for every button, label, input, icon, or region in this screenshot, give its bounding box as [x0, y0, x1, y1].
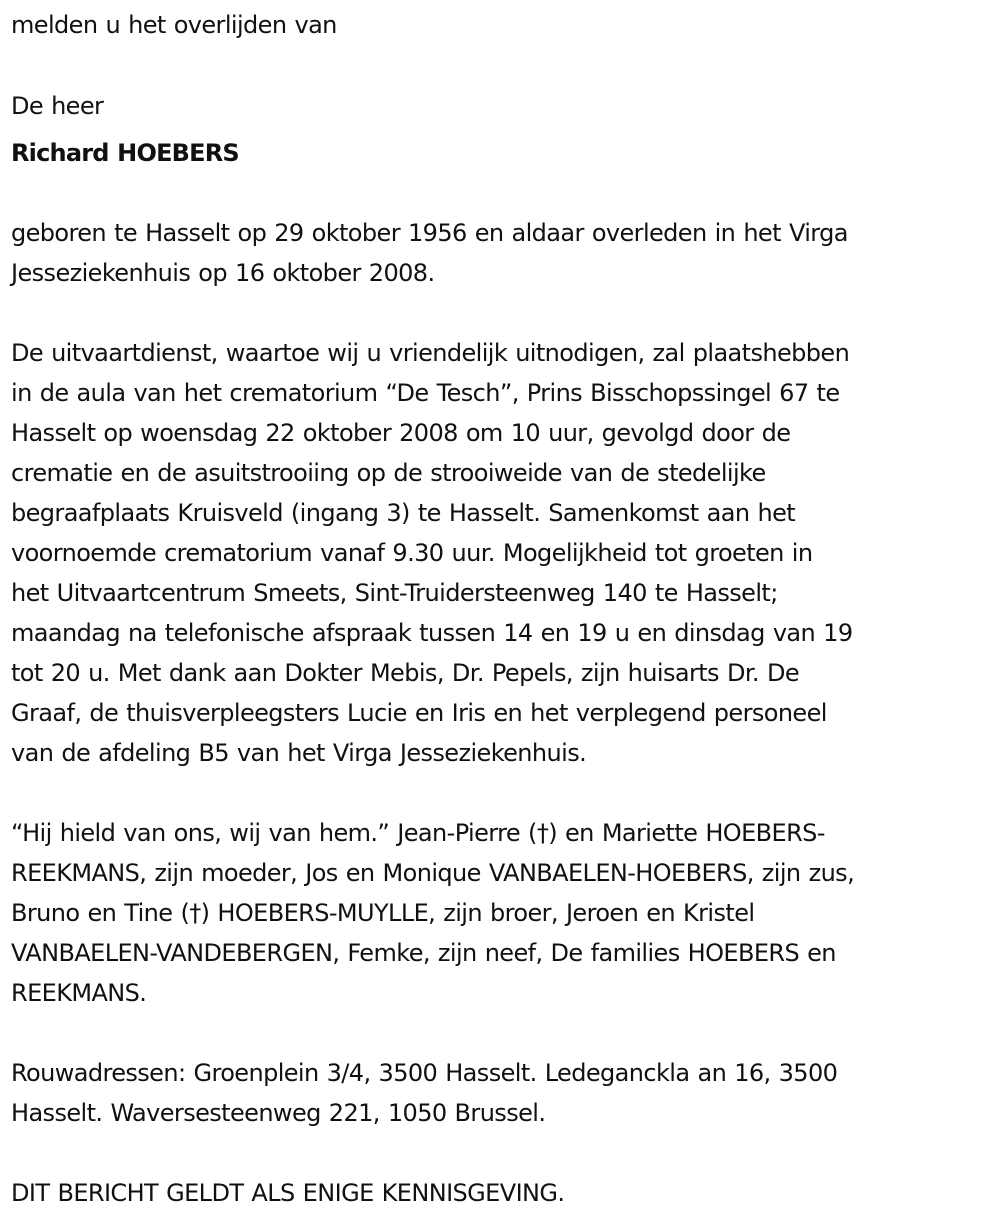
paragraph-line: Bruno en Tine (†) HOEBERS-MUYLLE, zijn broer, Jeroen en Kristel [11, 899, 755, 927]
paragraph-line: Jesseziekenhuis op 16 oktober 2008. [11, 259, 435, 287]
paragraph-line: De uitvaartdienst, waartoe wij u vriendelijk uitnodigen, zal plaatshebben [11, 339, 850, 367]
paragraph-line: REEKMANS, zijn moeder, Jos en Monique VANBAELEN-HOEBERS, zijn zus, [11, 859, 855, 887]
paragraph-line: begraafplaats Kruisveld (ingang 3) te Hasselt. Samenkomst aan het [11, 499, 796, 527]
paragraph-line: voornoemde crematorium vanaf 9.30 uur. Mogelijkheid tot groeten in [11, 539, 813, 567]
intro-text: melden u het overlijden van [11, 11, 337, 39]
paragraph-line: het Uitvaartcentrum Smeets, Sint-Truidersteenweg 140 te Hasselt; [11, 579, 778, 607]
paragraph-line: van de afdeling B5 van het Virga Jesseziekenhuis. [11, 739, 587, 767]
deceased-name: Richard HOEBERS [11, 139, 239, 167]
paragraph-line: Graaf, de thuisverpleegsters Lucie en Iris en het verplegend personeel [11, 699, 827, 727]
closing-statement: DIT BERICHT GELDT ALS ENIGE KENNISGEVING. [11, 1179, 565, 1207]
paragraph-line: tot 20 u. Met dank aan Dokter Mebis, Dr. Pepels, zijn huisarts Dr. De [11, 659, 800, 687]
title-prefix: De heer [11, 92, 104, 120]
paragraph-line: Hasselt op woensdag 22 oktober 2008 om 10 uur, gevolgd door de [11, 419, 791, 447]
paragraph-line: VANBAELEN-VANDEBERGEN, Femke, zijn neef, De families HOEBERS en [11, 939, 836, 967]
paragraph-line: in de aula van het crematorium “De Tesch”, Prins Bisschopssingel 67 te [11, 379, 840, 407]
paragraph-line: crematie en de asuitstrooiing op de strooiweide van de stedelijke [11, 459, 766, 487]
paragraph-line: “Hij hield van ons, wij van hem.” Jean-Pierre (†) en Mariette HOEBERS- [11, 819, 825, 847]
paragraph-line: Hasselt. Waversesteenweg 221, 1050 Brussel. [11, 1099, 546, 1127]
paragraph-line: maandag na telefonische afspraak tussen 14 en 19 u en dinsdag van 19 [11, 619, 853, 647]
paragraph-line: Rouwadressen: Groenplein 3/4, 3500 Hasselt. Ledeganckla an 16, 3500 [11, 1059, 838, 1087]
paragraph-line: geboren te Hasselt op 29 oktober 1956 en aldaar overleden in het Virga [11, 219, 848, 247]
paragraph-line: REEKMANS. [11, 979, 147, 1007]
